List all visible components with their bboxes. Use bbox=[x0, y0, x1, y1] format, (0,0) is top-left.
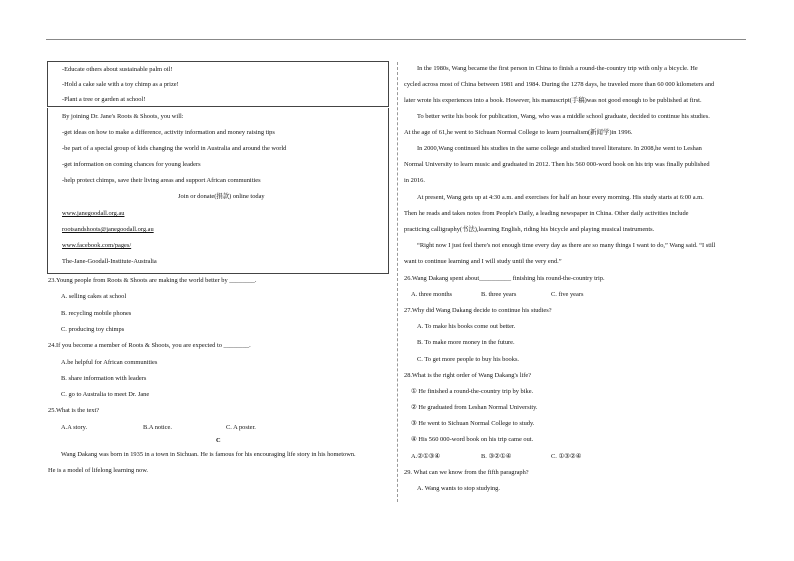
q27-option-b: B. To make more money in the future. bbox=[417, 339, 515, 346]
q24-option-a: A.be helpful for African communities bbox=[61, 359, 158, 366]
membership-box bbox=[47, 108, 389, 274]
column-divider bbox=[397, 62, 398, 502]
q29-option-a: A. Wang wants to stop studying. bbox=[417, 485, 500, 492]
activity-item: -Plant a tree or garden at school! bbox=[62, 96, 146, 103]
paragraph-1-line: In the 1980s, Wang became the first person in China to finish a round-the-country trip with only a bicycle. He bbox=[417, 65, 698, 72]
q26-option-b: B. three years bbox=[481, 291, 517, 298]
question-29: 29. What can we know from the fifth paragraph? bbox=[404, 469, 529, 476]
paragraph-2-line: To better write his book for publication, Wang, who was a middle school graduate, decided to continue his studies. bbox=[417, 113, 710, 120]
email-link[interactable]: rootsandshoots@janegoodall.org.au bbox=[62, 226, 154, 233]
q27-option-c: C. To get more people to buy his books. bbox=[417, 356, 520, 363]
activity-item: -Educate others about sustainable palm oil! bbox=[62, 66, 173, 73]
benefit-item: -be part of a special group of kids changing the world in Australia and around the world bbox=[62, 145, 287, 152]
q23-option-a: A. selling cakes at school bbox=[61, 293, 127, 300]
facebook-page-name: The-Jane-Goodall-Institute-Australia bbox=[62, 258, 157, 265]
facebook-link[interactable]: www.facebook.com/pages/ bbox=[62, 242, 132, 249]
q25-option-b: B.A notice. bbox=[143, 424, 172, 431]
q25-option-c: C. A poster. bbox=[226, 424, 256, 431]
paragraph-5-line: want to continue learning and I will study until the very end.” bbox=[404, 258, 562, 265]
paragraph-1-line: cycled across most of China between 1981 and 1984. During the 1278 days, he traveled more than 60 000 kilometers and bbox=[404, 81, 715, 88]
q28-event: ④ His 560 000-word book on his trip came out. bbox=[411, 436, 534, 443]
q23-option-c: C. producing toy chimps bbox=[61, 326, 125, 333]
question-27: 27.Why did Wang Dakang decide to continue his studies? bbox=[404, 307, 552, 314]
q28-event: ③ He went to Sichuan Normal College to study. bbox=[411, 420, 535, 427]
q25-option-a: A.A story. bbox=[61, 424, 88, 431]
q28-option-a: A.②①③④ bbox=[411, 453, 441, 460]
q23-option-b: B. recycling mobile phones bbox=[61, 310, 132, 317]
paragraph-2-line: At the age of 61,he went to Sichuan Normal College to learn journalism(新闻学)in 1996. bbox=[404, 129, 633, 136]
q28-event: ① He finished a round-the-country trip by bike. bbox=[411, 388, 534, 395]
paragraph-1-line: later wrote his experiences into a book. However, his manuscript(手稿)was not good enough to be published at first. bbox=[404, 97, 702, 104]
paragraph-4-line: practicing calligraphy(书法),learning English, riding his bicycle and playing musical instruments. bbox=[404, 226, 655, 233]
benefit-item: -help protect chimps, save their living areas and support African communities bbox=[62, 177, 261, 184]
paragraph-4-line: Then he reads and takes notes from People's Daily, a leading newspaper in China. Other daily activities include bbox=[404, 210, 689, 217]
paragraph-3-line: in 2016. bbox=[404, 177, 425, 184]
paragraph-5-line: “Right now I just feel there's not enough time every day as there are so many things I want to do,” Wang said. “I still bbox=[417, 242, 716, 249]
join-text: Join or donate(捐款) online today bbox=[178, 193, 265, 200]
q28-option-b: B. ③②①④ bbox=[481, 453, 512, 460]
paragraph-3-line: Normal University to learn music and graduated in 2012. Then his 560 000-word book on his trip was finally published bbox=[404, 161, 710, 168]
q26-option-c: C. five years bbox=[551, 291, 584, 298]
benefit-item: -get information on coming chances for young leaders bbox=[62, 161, 201, 168]
activity-item: -Hold a cake sale with a toy chimp as a prize! bbox=[62, 81, 179, 88]
question-28: 28.What is the right order of Wang Dakang's life? bbox=[404, 372, 532, 379]
benefit-item: -get ideas on how to make a difference, activity information and money raising tips bbox=[62, 129, 275, 136]
section-c-heading: C bbox=[216, 437, 221, 444]
activity-box bbox=[47, 61, 389, 107]
header-rule bbox=[46, 39, 746, 40]
paragraph-4-line: At present, Wang gets up at 4:30 a.m. and exercises for half an hour every morning. His study starts at 6:00 a.m. bbox=[417, 194, 704, 201]
q27-option-a: A. To make his books come out better. bbox=[417, 323, 516, 330]
question-26: 26.Wang Dakang spent about__________ finishing his round-the-country trip. bbox=[404, 275, 605, 282]
membership-intro: By joining Dr. Jane's Roots & Shoots, you will: bbox=[62, 113, 184, 120]
question-25: 25.What is the text? bbox=[48, 407, 100, 414]
q24-option-c: C. go to Australia to meet Dr. Jane bbox=[61, 391, 150, 398]
section-c-paragraph-line: Wang Dakang was born in 1935 in a town in Sichuan. He is famous for his encouraging life story in his hometown. bbox=[61, 451, 356, 458]
q26-option-a: A. three months bbox=[411, 291, 452, 298]
question-24: 24.If you become a member of Roots & Shoots, you are expected to ________. bbox=[48, 342, 251, 349]
website-link[interactable]: www.janegoodall.org.au bbox=[62, 210, 125, 217]
q24-option-b: B. share information with leaders bbox=[61, 375, 147, 382]
section-c-paragraph-line: He is a model of lifelong learning now. bbox=[48, 467, 149, 474]
q28-event: ② He graduated from Leshan Normal University. bbox=[411, 404, 538, 411]
q28-option-c: C. ①③②④ bbox=[551, 453, 582, 460]
paragraph-3-line: In 2000,Wang continued his studies in the same college and studied travel literature. In 2008,he went to Leshan bbox=[417, 145, 702, 152]
question-23: 23.Young people from Roots & Shoots are making the world better by ________. bbox=[48, 277, 257, 284]
